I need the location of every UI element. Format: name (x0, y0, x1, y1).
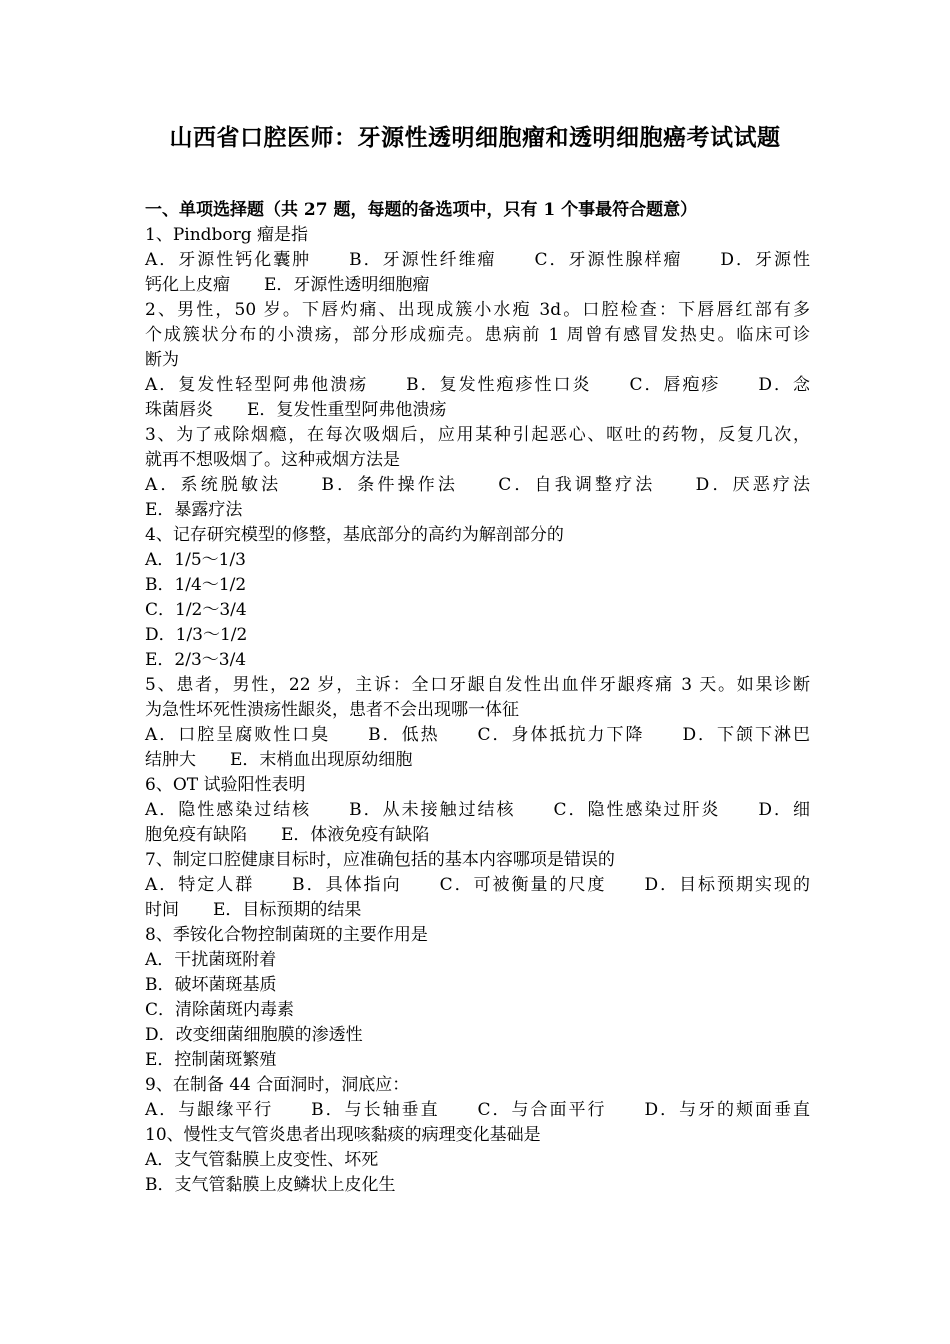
text-line: A．与龈缘平行 B．与长轴垂直 C．与合面平行 D．与牙的颊面垂直 (145, 1100, 810, 1120)
text-line: A．特定人群 B．具体指向 C．可被衡量的尺度 D．目标预期实现的 (145, 875, 810, 895)
text-line: 胞免疫有缺陷 E．体液免疫有缺陷 (145, 825, 430, 845)
text-line: E．2/3～3/4 (145, 650, 247, 670)
text-line: C．清除菌斑内毒素 (145, 1000, 295, 1020)
text-line: 结肿大 E．末梢血出现原幼细胞 (145, 750, 413, 770)
text-line: D．改变细菌细胞膜的渗透性 (145, 1025, 363, 1045)
text-line: A．干扰菌斑附着 (145, 950, 277, 970)
text-line: 8、季铵化合物控制菌斑的主要作用是 (145, 925, 428, 945)
text-line: 2、男性，50 岁。下唇灼痛、出现成簇小水疱 3d。口腔检查：下唇唇红部有多 (145, 300, 810, 320)
text-line: B．1/4～1/2 (145, 575, 247, 595)
text-line: 时间 E．目标预期的结果 (145, 900, 362, 920)
text-line: A．1/5～1/3 (145, 550, 246, 570)
text-line: E．控制菌斑繁殖 (145, 1050, 277, 1070)
text-line: 为急性坏死性溃疡性龈炎，患者不会出现哪一体征 (145, 700, 519, 720)
text-line: A．隐性感染过结核 B．从未接触过结核 C．隐性感染过肝炎 D．细 (145, 800, 810, 820)
text-line: B．破坏菌斑基质 (145, 975, 277, 995)
text-line: 4、记存研究模型的修整，基底部分的高约为解剖部分的 (145, 525, 564, 545)
text-line: 10、慢性支气管炎患者出现咳黏痰的病理变化基础是 (145, 1125, 541, 1145)
text-line: 断为 (145, 350, 179, 370)
exam-content (145, 198, 810, 1198)
text-line: 3、为了戒除烟瘾，在每次吸烟后，应用某种引起恶心、呕吐的药物，反复几次， (145, 425, 810, 445)
text-line: A．复发性轻型阿弗他溃疡 B．复发性疱疹性口炎 C．唇疱疹 D．念 (145, 375, 810, 395)
text-line: 就再不想吸烟了。这种戒烟方法是 (145, 450, 400, 470)
question-list (145, 223, 810, 1198)
text-line: 6、OT 试验阳性表明 (145, 775, 306, 795)
text-line: D．1/3～1/2 (145, 625, 248, 645)
text-line: A．支气管黏膜上皮变性、坏死 (145, 1150, 379, 1170)
text-line: 钙化上皮瘤 E．牙源性透明细胞瘤 (145, 275, 430, 295)
text-line: 珠菌唇炎 E．复发性重型阿弗他溃疡 (145, 400, 447, 420)
text-line: C．1/2～3/4 (145, 600, 247, 620)
page-title: 山西省口腔医师：牙源性透明细胞瘤和透明细胞癌考试试题 (169, 124, 781, 151)
text-line: 9、在制备 44 合面洞时，洞底应： (145, 1075, 410, 1095)
text-line: A．系统脱敏法 B．条件操作法 C．自我调整疗法 D．厌恶疗法 (145, 475, 810, 495)
text-line: 1、Pindborg 瘤是指 (145, 225, 309, 245)
text-line: A．口腔呈腐败性口臭 B．低热 C．身体抵抗力下降 D．下颌下淋巴 (145, 725, 810, 745)
section-heading: 一、单项选择题（共 27 题，每题的备选项中，只有 1 个事最符合题意） (145, 200, 698, 220)
text-line: B．支气管黏膜上皮鳞状上皮化生 (145, 1175, 396, 1195)
text-line: E．暴露疗法 (145, 500, 243, 520)
text-line: 7、制定口腔健康目标时，应准确包括的基本内容哪项是错误的 (145, 850, 615, 870)
text-line: 个成簇状分布的小溃疡，部分形成痂壳。患病前 1 周曾有感冒发热史。临床可诊 (145, 325, 810, 345)
text-line: A．牙源性钙化囊肿 B．牙源性纤维瘤 C．牙源性腺样瘤 D．牙源性 (145, 250, 810, 270)
text-line: 5、患者，男性，22 岁，主诉：全口牙龈自发性出血伴牙龈疼痛 3 天。如果诊断 (145, 675, 810, 695)
